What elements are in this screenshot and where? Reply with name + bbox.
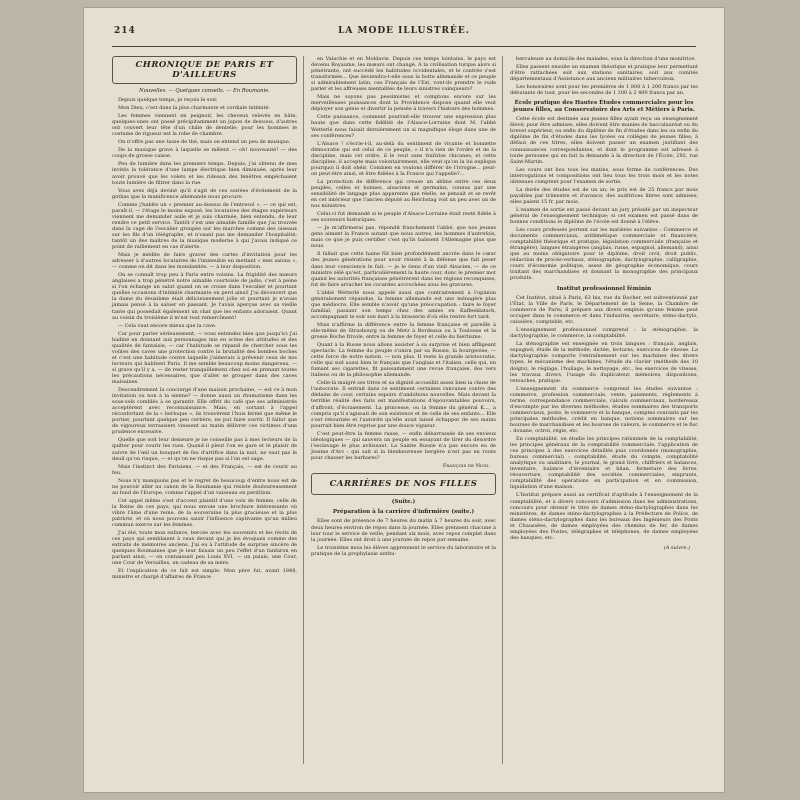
article-signature: François de Nion. xyxy=(442,462,490,469)
carrieres-body xyxy=(311,518,496,556)
paragraph: Comme j'habite un « premier au-dessus de l'entresol », — ce qui est, paraît-il, — l'étage le moins exposé, les locataires des étages supérieurs viennent me demander asile et je suis charmée, bien entendu, de leur rendre ce petit service. Tantôt c'est une aimable famille que j'ai trouvée dans la cage de l'escalier groupée sur les marches comme des oiseaux sur les fils d'un télégraphe, et n'osant pas me demander l'hospitalité; tantôt un des maîtres de la musique moderne à qui j'avais indiqué ce point de ralliement en cas d'alerte. xyxy=(112,201,297,251)
institut-heading: Institut professionnel féminin xyxy=(556,285,652,292)
paragraph: Cette puissance, comment pourrait-elle trouver une expression plus haute que dans cette fidélité de l'Alsace-Lorraine dont M. l'abbé Wetterlé nous faisait dernièrement un si magnifique éloge dans une de ses conférences? xyxy=(311,114,496,139)
column-left xyxy=(112,56,297,582)
running-header xyxy=(84,24,724,40)
paragraph: Elles passent ensuite un examen théorique et pratique leur permettant d'être rattachées soit aux stations sanitaires, soit aux comités départementaux d'Assistance aux anciens militaires tuberculeux. xyxy=(510,64,698,83)
paragraph: Les cours professés portent sur les matières suivantes : Commerce et documents commerciaux, arithmétique commerciale et financière, comptabilité théorique et pratique, législation commerciale (française et étrangère), langues étrangères (anglais, russe, espagnol, allemand), ainsi que au moins obligatoire pour le diplôme, droit civil, droit public, rédaction de procès-verbaux, sténographie, dactylographie, calligraphie, cours d'économie politique, assez de géographie économique, cours traitant des marchandises et donnant la monographie des principaux produits. xyxy=(510,227,698,282)
paragraph: De la musique grave à laquelle se mêlent — oh! nouveauté! — des coups de grosse caisse. xyxy=(112,147,297,160)
paragraph: Peu de lumière dans les premiers temps. Depuis, j'ai obtenu de mes invités la tolérance d'une lampe électrique bien diminuée, après leur avoir prouvé que les volets et les rideaux des fenêtres empêchaient toute lumière de filtrer dans la rue. xyxy=(112,161,297,186)
page-number: 214 xyxy=(114,26,136,36)
column-divider xyxy=(303,56,304,764)
ecole-heading: École pratique des Hautes Études commerciales pour les jeunes filles, au Conservatoire des Arts et Métiers à Paris. xyxy=(513,100,695,113)
paragraph: Celle-là malgré ses titres et sa dignité accueillit assez bien la chute de l'autocrate. Il entrait dans ce sentiment certaines rancunes contre des dédains de cour, certains espoirs d'ambitions nouvelles. Mais devant la terrible réalité des faits est manifestations d'épouvantables pouvoirs, d'affront, d'écrasement. La princesse, ou la femme du général K..., a compris qu'il s'agissait de son existence et de celle de ses enfants... Elle s'est retournée et l'autorité qu'elle avait laissé échapper de ses mains pourrait bien être reprise par une douce vigueur. xyxy=(311,380,496,429)
paragraph: Mais je médite de faire graver des cartes d'invitation pour les adresser à d'autres locataires de l'immeuble en mettant « mes salons », — comme on dit dans les mondanités. — à leur disposition. xyxy=(112,252,297,271)
paragraph: Nous n'y manquons pas et le regret de beaucoup d'entre nous est de ne pouvoir aller au canon de la Roumanie qui résiste douloureusement au fond de l'Europe, comme l'appel d'un vaisseau en perdition. xyxy=(112,477,297,496)
paragraph: La durée des études est de un an; le prix est de 25 francs par mois payables par trimestre et d'avance; des auditrices libres sont admises; elles paient 15 fr. par mois. xyxy=(510,186,698,205)
paragraph: En comptabilité, on étudie les principes rationnels de la comptabilité, les principes généraux de la comptabilité commerciale, l'application de ces principes à des exercices détaillés puis coordonnés (monographie, bureau commercial) : comptabilité, étude du compte, comptabilité analytique ou analitaire, le journal, le grand livre, chiffriers et balances, inventaire, balance d'inventaire et bilan, fermeture des livres, réouverture, comptabilité des sociétés commerciales, emprunts, comptabilité des opérations en participation et en commission, liquidation d'une maison. xyxy=(510,436,698,491)
column-divider xyxy=(502,56,503,764)
chronique-continued xyxy=(311,56,496,461)
chronique-summary: Nouvelles. — Quelques conseils. — En Roumanie. xyxy=(139,88,270,94)
paragraph: On se connaît trop peu à Paris entre voisins. La frigidité des mœurs anglaises a trop pénétré notre aimable courtoisie de jadis; c'est à peine si l'on échange un salut quand on se croise dans l'escalier et pourtant quelles occasions d'intimité charmante on perd ainsi! J'ai découvert que la dame du deuxième était délicieusement jolie et pourtant je n'avais jamais pensé à la saluer en passant. Je l'avais aperçue avec sa vieille tante qui possédait également un chat que les enfants adoraient. Quant au voisin du troisième il m'est tout remercîment! xyxy=(112,272,297,321)
chronique-body xyxy=(112,97,297,580)
paragraph: Depuis quelque temps, je reçois le soir. xyxy=(118,97,218,103)
paragraph: L'examen de sortie est passé devant un jury présidé par un inspecteur général de l'enseignement technique; si cet examen est passé dans de bonnes conditions le diplôme de l'école est donné à l'élève. xyxy=(510,206,698,226)
paragraph: Car pour parler sérieusement, — vous entendez bien que jusqu'ici j'ai badiné en donnant aux personnages mis en scène des attitudes et des qualités de fantaisie, — car l'habitude se répand de chercher sous les voûtes des caves une protection contre la brutalité des bombes boches et c'est une habitude contre laquelle j'aimerais à prévenir ceux de nos lecteurs qui habitent Paris. Il me semble beaucoup moins dangereux, — si grave qu'il y a, — de rester tranquillement chez soi en prenant toutes les précautions nécessaires, que d'aller se grouper dans des caves malsaines. xyxy=(112,330,297,386)
paragraph: Les femmes viennent en peignoir, les cheveux relevés en hâte, quelques-unes ont passé précipitamment un jupon de dessous, d'autres ont couvert leur tête d'un châle de dentelle; pour les hommes le costume de rigueur est la robe de chambre. xyxy=(112,113,297,138)
paragraph: Mais ne soyons pas pessimistes et comptons encore sur les merveilleuses puissances dont la Providence dispose quand elle veut déployer son génie et divertir la pensée à travers l'histoire des hommes. xyxy=(311,94,496,113)
paragraph: Mon Dieu, c'est dans la plus charmante et cordiale intimité. xyxy=(118,105,271,112)
paragraph: L'enseignement du commerce comprend les études suivantes : commerce, profession commerciale, vente, paiements, règlements à terme, correspondance commerciale, calculs commerciaux, bordereaux d'escompte par les diverses méthodes, études sommaires des transports commerciaux, poste, le commerce et la banque, comptes courants par les principales méthodes, crédit en banque, notions sommaires sur les bourses de marchandises et les bourses de valeurs, le commerce et le fisc : douane, octroi, régie, etc. xyxy=(510,385,698,434)
paragraph: L'Alsace ! s'écrie-t-il, au-delà du sentiment de vivante et bonnette démocratie qui est celui de ce peuple, « il n'a rien de l'ordre et de la discipline, mais cet ordre, il le veut sans traîtrise chicanes, et cette discipline, il accepte mais volontairement, elle veut qu'on la lui explique pourquoi il doit obéir. Combien en voulons différer de l'ivrogne... peut-on peut-être ainsi, et être fidèles à la France qui l'appelle?... xyxy=(311,140,496,177)
paragraph: — Cela vaut encore mieux que la cave. xyxy=(118,322,217,329)
paragraph: Et l'explication de ce fait est simple. Mon père fut, avant 1848, ministre et chargé d'affaires de France xyxy=(112,568,297,581)
paragraph: Cet appel même s'est d'accent plaintif d'une voix de femme, celle de la Reine de ces pays, qui nous envoie une brochure intéressante où vibre l'âme d'une reine, de la souveraine la plus gracieuse et la plus patriote, et où nous pouvons saisir l'influence captivante qu'un milieu commun exerce sur les femmes. xyxy=(112,497,297,529)
carrieres-subhead: Préparation à la carrière d'infirmière (suite.) xyxy=(332,508,475,515)
paragraph: Elles sont de présence de 7 heures du matin à 7 heures du soir, avec deux heures environ de repos dans la journée. Elles prennent chacune à leur tour le service de veille, pendant six mois, avec repos complet dans la journée. Elles ont droit à une journée de repos par semaine. xyxy=(311,518,496,543)
paragraph: Quant à la Russe nous allons assister à sa surprise et bien affligeant spectacle. La femme du peuple s'unira par sa Russie, la bourgeoise, — cette force de notre nation, — non plus. Il reste la grande aristocratie, celle qui suit aussi bien le français que l'anglais et l'italien, celle qui, en fumant ses cigarettes, fit puissamment une revue française, des vers italiens ou de la philosophie allemande. xyxy=(311,342,496,379)
paragraph: L'Institut prépare aussi au certificat d'aptitude à l'enseignement de la comptabilité, et à divers concours d'admission dans les administrations, concours pour obtenir le titre de dames sténo-dactylographes dans les ministères, de dames sténo-dactylographes à la Préfecture de Police, de dames sténo-dactylographes dans les bureaux des Ingénieurs des Ponts et Chaussées, de dames employées des chemins de fer, de dames employées des Postes, télégraphes et téléphones, de dames employées des banques, etc. xyxy=(510,492,698,541)
ecole-body xyxy=(510,116,698,281)
paragraph: Descendrement la concierge d'une maison prochaine, — est ce à mon invitation ou non à la sienne? — donne aussi un rhumatisme dans les sous-sols comblés à se garantir. Elle offrit du café que ses administrés acceptèrent avec reconnaissance. Mais, en sortant à l'appel réconfortant de la « berloque », ils trouvèrent l'huis fermé que même le portier, pourtant quelque peu cerbère, ne put faire ouvrir. Il fallut que de vigoureux terrassiers vinssent au matin délivrer ces victimes d'une prudence excessive. xyxy=(112,387,297,436)
paragraph: Celui-ci fut demandé si le peuple d'Alsace-Lorraine était resté fidèle à ses souvenirs historiques. xyxy=(311,211,496,224)
header-rule xyxy=(112,46,696,47)
magazine-page xyxy=(84,8,724,792)
paragraph: Vous avez déjà deviné qu'il s'agit de ces soirées d'évitement de la gothas que la munificence allemande nous procure. xyxy=(112,187,297,200)
paragraph: C'est peut-être la femme russe, — enfin débarrassée de ses envieux idéologiques — qui sauvera un peuple en essayant de tirer du désordre l'esclavage le plus avilissant. La Sainte Russie n'a pas encore eu de Jeanne d'Arc : qui sait si la bienheureuse bergère n'est pas en route pour chasser les barbares? xyxy=(311,430,496,461)
institut-body xyxy=(510,295,698,541)
paragraph: La sténographie est enseignée en trois langues : français, anglais, espagnol; étude de la méthode, dictée, lectures, exercices de vitesse. La dactylographie comporte l'entraînement sur les machines des divers types, le mécanisme des machines, l'étude du clavier (méthode des 10 doigts), le réglage, l'huilage, le nettoyage, etc., les exercices de vitesse, les travaux divers, l'usage du duplicateur, mémoires, dispositions, retouches, pratique. xyxy=(510,341,698,384)
paragraph: L'enseignement professionnel comprend : la sténographie, la dactylographie, le commerce, la comptabilité. xyxy=(510,327,698,340)
paragraph: Le troisième mois les élèves apprennent le service du laboratoire et la pratique de la prophylaxie antitu- xyxy=(311,544,496,557)
paragraph: La protection de différence qui creuse un abîme entre ces deux peuples, celles et bonnes, alsaciens et germains, connus par une sensibilité de langage plus apparente que réelle, se pensait et se revêt en cet intérieur que l'ancien député au Reichstag voit un peu avec un de nos ministres. xyxy=(311,178,496,210)
to-be-continued: (A suivre.) xyxy=(663,544,690,551)
paragraph: On n'offre pas une tasse de thé, mais on entend un peu de musique. xyxy=(118,139,291,146)
column-right xyxy=(510,56,698,551)
paragraph: — Je m'affirmerai pas, répondit franchement l'abbé, que nos jeunes gens aiment la France autant que nous autres, les hommes d'autrefois, mais ce que je puis certifier c'est qu'ils haïssent l'Allemagne plus que nous. xyxy=(311,225,496,250)
paragraph: Les cours ont lieu tous les matins, sous forme de conférences. Des interrogations et compositions ont lieu tous les trois mois et les notes obtenues comptent pour l'examen de sortie. xyxy=(510,166,698,185)
paragraph: Cette école est destinée aux jeunes filles ayant reçu un enseignement élevé; pour être admises, elles doivent être munies de baccalauréat ou du brevet supérieur, ou enfin du diplôme de fin d'études dans les ou enfin du diplôme de fin d'études dans les lycées ou collèges de jeunes filles; à défaut de ces titres, elles doivent passer un examen justifiant des connaissances correspondantes, et dont le programme est adressé à toute personne qui en fait la demande à la direction de l'École, 292, rue Saint-Martin. xyxy=(510,116,698,165)
paragraph: en Valachie et en Moldavie. Depuis ces temps lointains, le pays est devenu Royaume, les mœurs ont changé. À la civilisation turque alors si pénétrante, ont succédé les habitudes occidentales, et le contrée s'est transformée... Que deviendra-t-elle sous la botte allemande et ce peuple si admirablement latin, ces Français de l'Est, vont-ils prendre le rude parler et les affreuses mentalités de leurs sinistres vainqueurs? xyxy=(311,56,496,93)
chronique-heading: CHRONIQUE DE PARIS ET D'AILLEURS xyxy=(112,56,297,84)
column-middle xyxy=(311,56,496,559)
carrieres-heading: CARRIÈRES DE NOS FILLES xyxy=(311,473,496,495)
paragraph: Il fallait que cette haine fût bien profondément ancrée dans le cœur des jeunes générations pour avoir résisté à la défense que fait peser dans leur conscience le fait, — je le tiens d'un vieil Alsacien, — de ce ministre zélé qu'est, particulièrement la haute cour, donc le premier mot quand les autorités françaises pénétrèrent dans les régions reconquises, fut de faire arracher les cocardes accrochées sous les gravures. xyxy=(311,251,496,288)
paragraph: berculeuse au domicile des malades, sous la direction d'une monitrice. xyxy=(516,56,696,62)
paragraph: Les honoraires sont pour les premières de 1 800 à 1 200 francs par les débutants de tout, pour les secondes de 1 200 à 2 400 francs par an. xyxy=(510,84,698,97)
paragraph: L'abbé Wetterlé nous appelé aussi que contrairement à l'opinion généralement répandue, la femme allemande est une ménagère plus que médiocre. Elle semble n'avoir qu'une préoccupation : faire le foyer familial, passant son temps chez des amies en Kaffeeklatsch, accompagnant le soir son mari à la brasserie d'où elle rentre fort tard. xyxy=(311,289,496,320)
carrieres-suite: (Suite.) xyxy=(391,498,416,505)
paragraph: Quelle que soit leur demeure je ne conseille pas à mes lecteurs de la quitter pour courir les rues. Quand il pleut l'on se gare et le plaisir de suivre de l'œil un bouquet de feu d'artifice dans la nuit, ne vaut pas le deuil qu'on risque, — et qu'on ne risque pas si l'on est sage. xyxy=(112,437,297,462)
carrieres-continued xyxy=(510,56,698,96)
paragraph: Cet Institut, situé à Paris, 63 bis, rue du Rocher, est subventionné par l'État, la Ville de Paris, le Département de la Seine, la Chambre de commerce de Paris; il prépare aux divers emplois qu'une femme peut occuper dans le commerce et dans l'industrie, secrétaire, sténo-dactylo, caissière, comptable, etc. xyxy=(510,295,698,326)
masthead-title: LA MODE ILLUSTRÉE. xyxy=(338,26,470,36)
paragraph: J'ai été, toute mon enfance, bercée avec les souvenirs et les récits de ces pays qui semblaient à ceux devant qui je les évoquais comme des extraits de mémoires anciens. J'ai eu à l'attitude de surprise sincère de quelques Roumaines que je leur faisais un peu l'effet d'un fanfaron en parlant ainsi, — on connaissait peu Louis XVI, — un palais, une Cour, une Cour de Versailles, un cadeau de sa mère. xyxy=(112,530,297,567)
paragraph: Mais l'instinct des Parisiens, — et des Français, — est de courir au feu. xyxy=(112,463,297,476)
paragraph: Mais n'affirme la différence entre la femme française et pareille à elle-même de Strasbourg ou de Metz à Bordeaux ou à Toulouse et la grosse Boche frivole, entre la femme de foyer et celle du biertisme. xyxy=(311,321,496,341)
